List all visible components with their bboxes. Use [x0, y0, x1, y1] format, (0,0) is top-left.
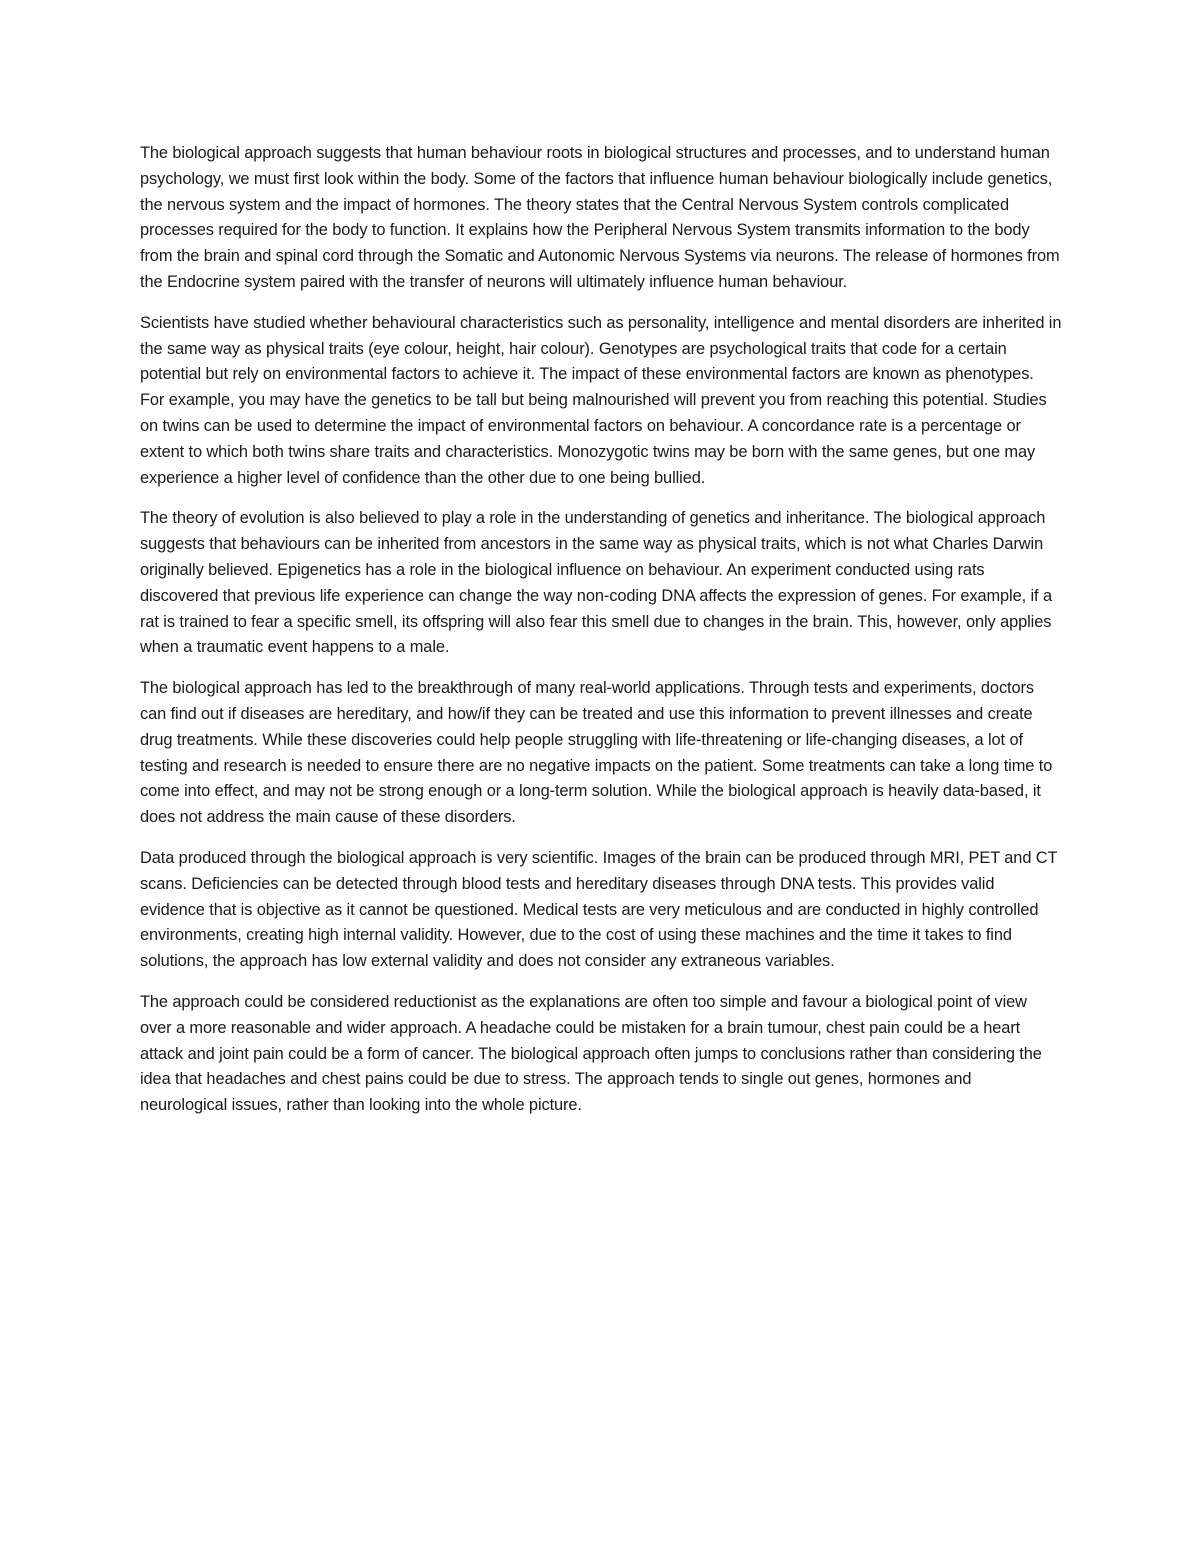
paragraph-1: The biological approach suggests that human behaviour roots in biological structures and processes, and to understand human psychology, we must first look within the body. Some of the factors that influence human behaviour biologically include genetics, the nervous system and the impact of hormones. The theory states that the Central Nervous System controls complicated processes required for the body to function. It explains how the Peripheral Nervous System transmits information to the body from the brain and spinal cord through the Somatic and Autonomic Nervous Systems via neurons. The release of hormones from the Endocrine system paired with the transfer of neurons will ultimately influence human behaviour.: [140, 144, 1060, 291]
paragraph-6: The approach could be considered reductionist as the explanations are often too simple and favour a biological point of view over a more reasonable and wider approach. A headache could be mistaken for a brain tumour, chest pain could be a heart attack and joint pain could be a form of cancer. The biological approach often jumps to conclusions rather than considering the idea that headaches and chest pains could be due to stress. The approach tends to single out genes, hormones and neurological issues, rather than looking into the whole picture.: [140, 992, 1042, 1115]
paragraph-2: Scientists have studied whether behavioural characteristics such as personality, intelligence and mental disorders are inherited in the same way as physical traits (eye colour, height, hair colour). Genotypes are psychological traits that code for a certain potential but rely on environmental factors to achieve it. The impact of these environmental factors are known as phenotypes. For example, you may have the genetics to be tall but being malnourished will prevent you from reaching this potential. Studies on twins can be used to determine the impact of environmental factors on behaviour. A concordance rate is a percentage or extent to which both twins share traits and characteristics. Monozygotic twins may be born with the same genes, but one may experience a higher level of confidence than the other due to one being bullied.: [140, 313, 1062, 487]
paragraph-5: Data produced through the biological approach is very scientific. Images of the brain can be produced through MRI, PET and CT scans. Deficiencies can be detected through blood tests and hereditary diseases through DNA tests. This provides valid evidence that is objective as it cannot be questioned. Medical tests are very meticulous and are conducted in highly controlled environments, creating high internal validity. However, due to the cost of using these machines and the time it takes to find solutions, the approach has low external validity and does not consider any extraneous variables.: [140, 848, 1058, 971]
paragraph-4: The biological approach has led to the breakthrough of many real-world applications. Through tests and experiments, doctors can find out if diseases are hereditary, and how/if they can be treated and use this information to prevent illnesses and create drug treatments. While these discoveries could help people struggling with life-threatening or life-changing diseases, a lot of testing and research is needed to ensure there are no negative impacts on the patient. Some treatments can take a long time to come into effect, and may not be strong enough or a long-term solution. While the biological approach is heavily data-based, it does not address the main cause of these disorders.: [140, 679, 1053, 827]
document-body: [140, 141, 1062, 1134]
paragraph-3: The theory of evolution is also believed to play a role in the understanding of genetics and inheritance. The biological approach suggests that behaviours can be inherited from ancestors in the same way as physical traits, which is not what Charles Darwin originally believed. Epigenetics has a role in the biological influence on behaviour. An experiment conducted using rats discovered that previous life experience can change the way non-coding DNA affects the expression of genes. For example, if a rat is trained to fear a specific smell, its offspring will also fear this smell due to changes in the brain. This, however, only applies when a traumatic event happens to a male.: [140, 509, 1052, 657]
